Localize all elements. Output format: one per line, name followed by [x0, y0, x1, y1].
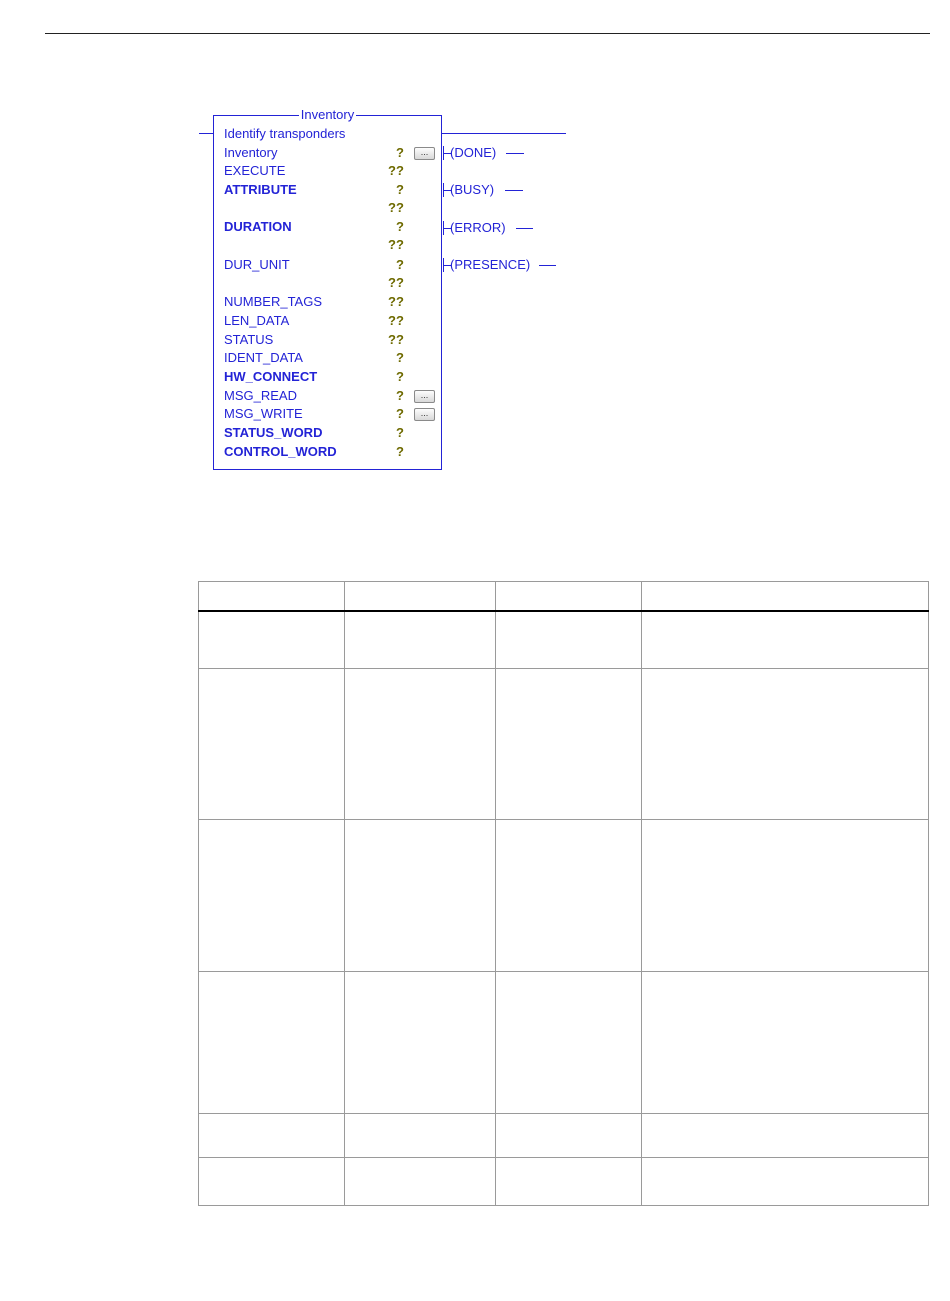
table-row: [199, 1113, 929, 1157]
param-label-status: STATUS: [224, 332, 274, 347]
param-value-duration[interactable]: ?: [396, 219, 404, 234]
param-label-msg-read: MSG_READ: [224, 388, 297, 403]
table-cell: [496, 611, 642, 668]
table-cell: [199, 611, 345, 668]
table-cell: [642, 611, 929, 668]
table-cell: [199, 1157, 345, 1205]
table-cell: [345, 1113, 496, 1157]
param-label-control-word: CONTROL_WORD: [224, 444, 337, 459]
param-label-duration: DURATION: [224, 219, 292, 234]
parameter-table: [198, 581, 929, 1206]
param-label-ident-data: IDENT_DATA: [224, 350, 303, 365]
table-header-row: [199, 582, 929, 612]
table-cell: [199, 819, 345, 971]
param-value-hw-connect[interactable]: ?: [396, 369, 404, 384]
param-value-dur-unit-data[interactable]: ??: [388, 275, 404, 290]
browse-button-msg-read[interactable]: ...: [414, 390, 435, 403]
table-cell: [345, 1157, 496, 1205]
param-value-execute[interactable]: ??: [388, 163, 404, 178]
table-header-cell: [642, 582, 929, 612]
coil-done[interactable]: (DONE): [450, 145, 497, 160]
param-label-execute: EXECUTE: [224, 163, 286, 178]
table-row: [199, 819, 929, 971]
param-value-attribute[interactable]: ?: [396, 182, 404, 197]
table-header-cell: [496, 582, 642, 612]
param-value-duration-data[interactable]: ??: [388, 237, 404, 252]
param-value-inventory[interactable]: ?: [396, 145, 404, 160]
param-value-dur-unit[interactable]: ?: [396, 257, 404, 272]
function-block-title: Inventory: [300, 107, 355, 122]
param-label-number-tags: NUMBER_TAGS: [224, 294, 322, 309]
table-cell: [496, 971, 642, 1113]
param-value-control-word[interactable]: ?: [396, 444, 404, 459]
rung-input-line: [199, 133, 213, 134]
param-value-attribute-data[interactable]: ??: [388, 200, 404, 215]
table-cell: [642, 971, 929, 1113]
table-cell: [642, 1113, 929, 1157]
header-rule: [45, 33, 930, 34]
coil-busy[interactable]: (BUSY): [450, 182, 495, 197]
browse-button-inventory[interactable]: ...: [414, 147, 435, 160]
coil-done-tail: [506, 153, 524, 154]
param-value-len-data[interactable]: ??: [388, 313, 404, 328]
table-cell: [345, 668, 496, 819]
param-label-status-word: STATUS_WORD: [224, 425, 323, 440]
table-cell: [345, 971, 496, 1113]
table-cell: [496, 1157, 642, 1205]
table-cell: [642, 1157, 929, 1205]
param-label-hw-connect: HW_CONNECT: [224, 369, 318, 384]
table-cell: [642, 819, 929, 971]
table-cell: [199, 668, 345, 819]
browse-button-msg-write[interactable]: ...: [414, 408, 435, 421]
table-row: [199, 611, 929, 668]
table-cell: [496, 1113, 642, 1157]
param-value-ident-data[interactable]: ?: [396, 350, 404, 365]
coil-busy-tail: [505, 190, 523, 191]
table-cell: [496, 668, 642, 819]
coil-error-tail: [516, 228, 533, 229]
param-label-attribute: ATTRIBUTE: [224, 182, 297, 197]
table-cell: [199, 1113, 345, 1157]
param-value-number-tags[interactable]: ??: [388, 294, 404, 309]
function-block-inventory[interactable]: [213, 107, 442, 470]
param-label-inventory: Inventory: [224, 145, 278, 160]
param-value-msg-read[interactable]: ?: [396, 388, 404, 403]
coil-error[interactable]: (ERROR): [450, 220, 506, 235]
param-label-dur-unit: DUR_UNIT: [224, 257, 290, 272]
rung-output-line: [442, 133, 566, 134]
param-value-status-word[interactable]: ?: [396, 425, 404, 440]
table-row: [199, 1157, 929, 1205]
function-block-description: Identify transponders: [224, 126, 346, 141]
param-value-status[interactable]: ??: [388, 332, 404, 347]
table-header-cell: [199, 582, 345, 612]
table-cell: [345, 611, 496, 668]
table-row: [199, 668, 929, 819]
table-cell: [496, 819, 642, 971]
table-row: [199, 971, 929, 1113]
coil-presence[interactable]: (PRESENCE): [450, 257, 531, 272]
table-cell: [642, 668, 929, 819]
table-header-cell: [345, 582, 496, 612]
param-label-len-data: LEN_DATA: [224, 313, 290, 328]
table-cell: [199, 971, 345, 1113]
table-cell: [345, 819, 496, 971]
param-label-msg-write: MSG_WRITE: [224, 406, 303, 421]
coil-presence-tail: [539, 265, 556, 266]
param-value-msg-write[interactable]: ?: [396, 406, 404, 421]
